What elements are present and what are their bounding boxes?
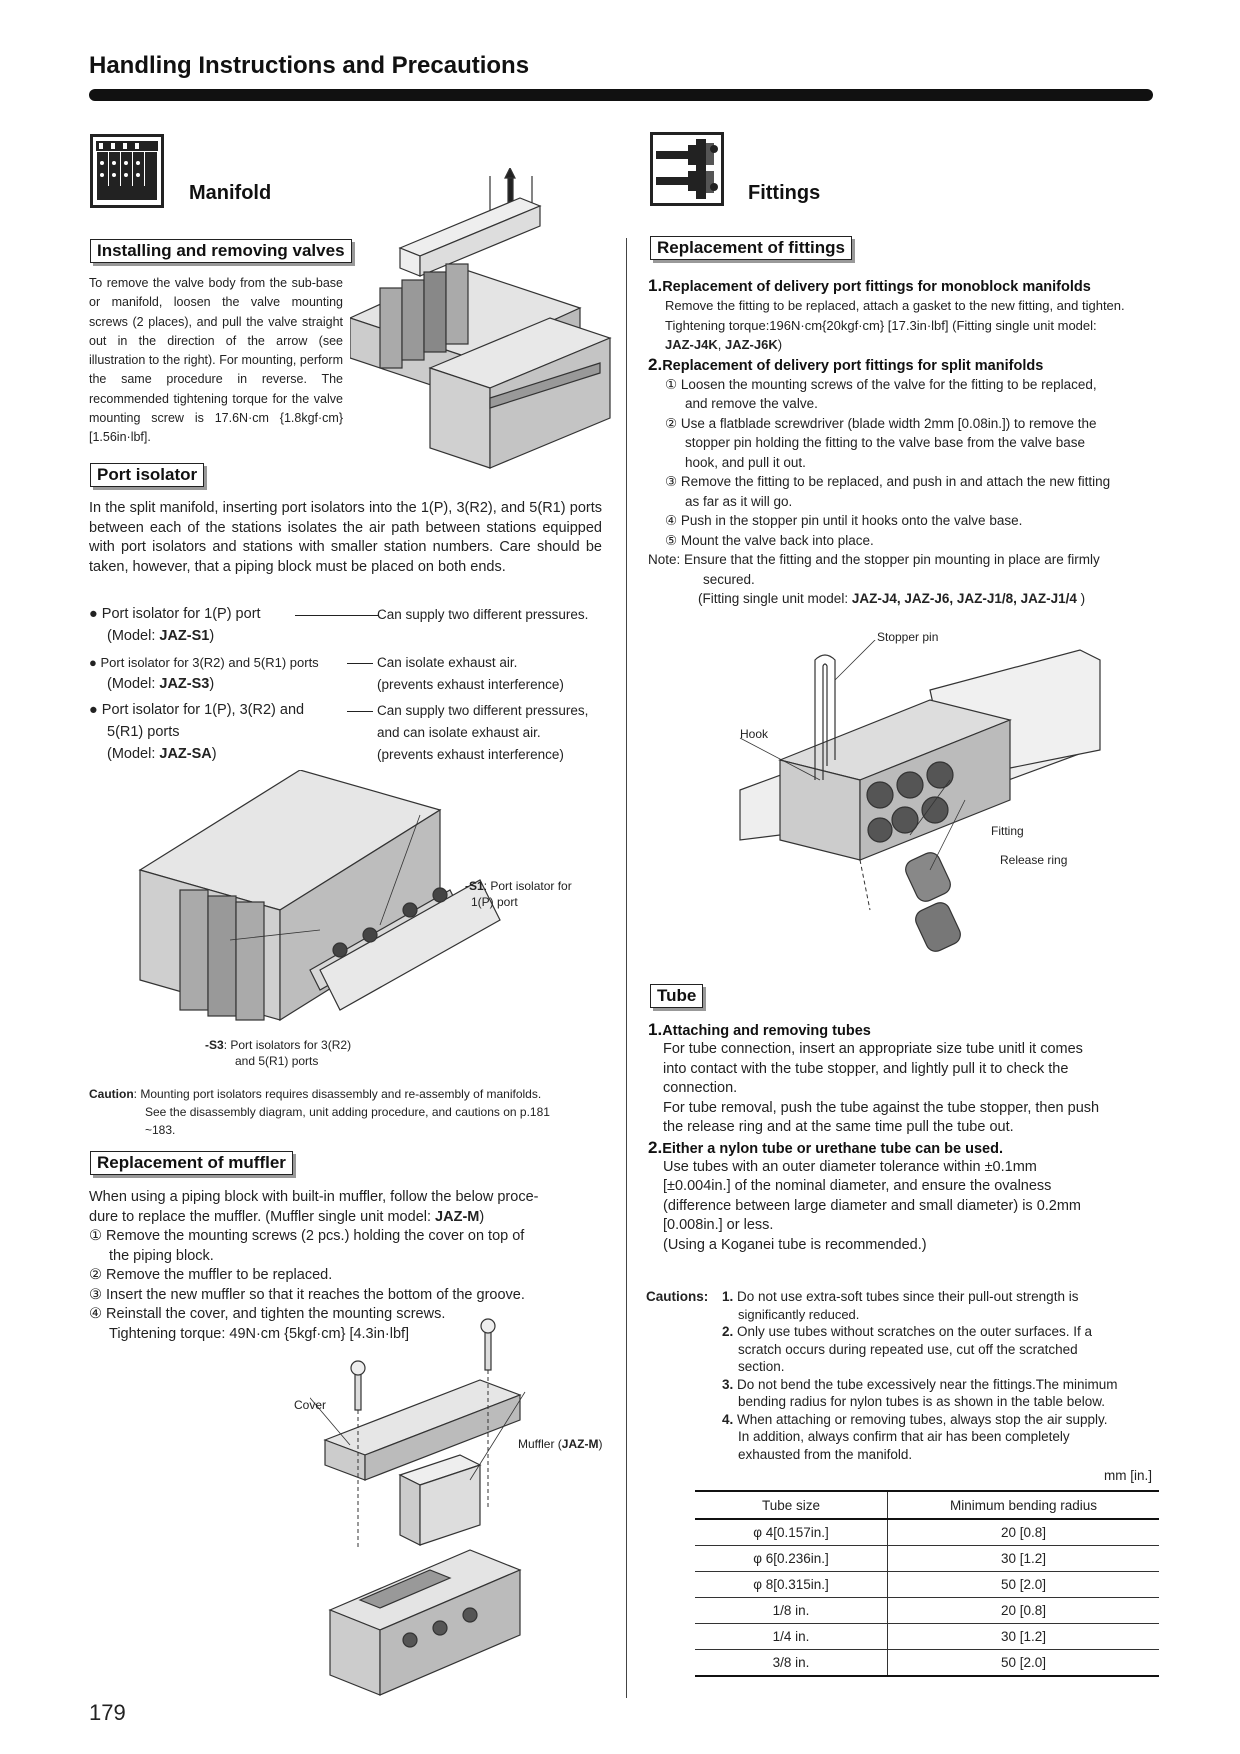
caution-item: 4. When attaching or removing tubes, always stop the air supply. bbox=[722, 1411, 1108, 1427]
replacement-fittings-heading: Replacement of fittings bbox=[650, 236, 852, 260]
port-isolator-caution: Caution: Mounting port isolators requires disassembly and re-assembly of manifolds. See the disassembly diagram, unit adding procedure, and cautions on p.181 ~183. bbox=[89, 1087, 550, 1137]
table-row: φ 6[0.236in.] 30 [1.2] bbox=[695, 1546, 1159, 1572]
tube-content: 1.Attaching and removing tubes For tube connection, insert an appropriate size tube unitl it comes into contact with the tube stopper, and lightly pull it to check the connection. For tube removal, push the tube against the tube stopper, then push the release ring and at the same time pull the tube out. 2.Either a nylon tube or urethane tube can be used. Use tubes with an outer diameter tolerance within ±0.1mm [±0.004in.] of the nominal diameter, and ensure the ovalness (difference between large diameter and small diameter) is 0.2mm [0.008in.] or less. (Using a Koganei tube is recommended.) bbox=[648, 1020, 1100, 1253]
table-header: Tube size bbox=[695, 1491, 888, 1519]
page-number: 179 bbox=[89, 1700, 126, 1725]
table-row: φ 8[0.315in.] 50 [2.0] bbox=[695, 1572, 1159, 1598]
bullet-icon: ● bbox=[89, 655, 97, 670]
muffler-step: ① Remove the mounting screws (2 pcs.) holding the cover on top of bbox=[89, 1228, 525, 1244]
label-muffler: Muffler (JAZ-M) bbox=[518, 1437, 603, 1451]
caution-item: 2. Only use tubes without scratches on the outer surfaces. If a bbox=[722, 1324, 1092, 1339]
label-s1: -S1: Port isolator for bbox=[465, 879, 572, 893]
label-s3: -S3: Port isolators for 3(R2) bbox=[205, 1038, 352, 1052]
fitting-step: ④ Push in the stopper pin until it hooks onto the valve base. bbox=[665, 513, 1023, 528]
muffler-intro: When using a piping block with built-in muffler, follow the below proce- dure to replace the muffler. (Muffler single unit model: JAZ-M) bbox=[89, 1189, 539, 1225]
fittings-replacement-content: 1.Replacement of delivery port fittings for monoblock manifolds Remove the fitting to be replaced, attach a gasket to the new fitting, and tighten. Tightening torque:196N·cm{20kgf·cm} [17.3in·lbf] (Fitting single unit model: JAZ-J4K, JAZ-J6K) 2.Replacement of delivery port fittings for split manifolds ① Loosen the mounting screws of the valve for the fitting to be replaced, and remove the valve. ② Use a flatblade screwdriver (blade width 2mm [0.08in.]) to remove the stopper pin holding the fitting to the valve base from the valve base hook, and pull it out. ③ Remove the fitting to be replaced, and push in and attach the new fitting as far as it will go. ④ Push in the stopper pin until it hooks onto the valve base. ⑤ Mount the valve back into place. Note: Ensure that the fitting and the stopper pin mounting in place are firmly secured. (Fitting single unit model: JAZ-J4, JAZ-J6, JAZ-J1/8, JAZ-J1/4 ) bbox=[648, 276, 1158, 609]
muffler-step: ③ Insert the new muffler so that it reaches the bottom of the groove. bbox=[89, 1286, 525, 1303]
port-isolator-heading: Port isolator bbox=[90, 463, 204, 487]
title-bar bbox=[89, 89, 1153, 101]
table-row: φ 4[0.157in.] 20 [0.8] bbox=[695, 1519, 1159, 1546]
table-unit: mm [in.] bbox=[1104, 1468, 1153, 1483]
manifold-icon bbox=[90, 134, 164, 208]
muffler-illustration bbox=[310, 1310, 570, 1700]
muffler-step: ④ Reinstall the cover, and tighten the mounting screws. bbox=[89, 1306, 446, 1322]
table-row: 1/8 in. 20 [0.8] bbox=[695, 1598, 1159, 1624]
caution-item: 3. Do not bend the tube excessively near the fittings.The minimum bbox=[722, 1376, 1118, 1392]
fittings-icon bbox=[650, 132, 724, 206]
label-release-ring: Release ring bbox=[1000, 853, 1068, 867]
fitting-step: ⑤ Mount the valve back into place. bbox=[665, 532, 874, 548]
fitting-step: ③ Remove the fitting to be replaced, and push in and attach the new fitting bbox=[665, 474, 1111, 489]
table-row: 3/8 in. 50 [2.0] bbox=[695, 1650, 1159, 1677]
bullet-icon: ● bbox=[89, 702, 98, 718]
fittings-section-title: Fittings bbox=[748, 182, 821, 204]
caution-item: 1. Do not use extra-soft tubes since their pull-out strength is bbox=[722, 1289, 1079, 1304]
label-fitting: Fitting bbox=[991, 824, 1024, 838]
bending-radius-table bbox=[695, 1490, 1159, 1677]
fitting-step: ① Loosen the mounting screws of the valve for the fitting to be replaced, bbox=[665, 376, 1097, 392]
installing-valves-body: To remove the valve body from the sub-base or manifold, loosen the valve mounting screws (2 places), and pull the valve straight out in the direction of the arrow (see illustration to the right). For mounting, perform the same procedure in reverse. The recommended tightening torque for the valve mounting screw is 17.6N·cm {1.8kgf·cm} [1.56in·lbf]. bbox=[89, 276, 343, 445]
label-s1-line2: 1(P) port bbox=[471, 895, 518, 909]
label-hook: Hook bbox=[740, 727, 769, 741]
replacement-muffler-heading: Replacement of muffler bbox=[90, 1151, 293, 1175]
tube-heading: Tube bbox=[650, 984, 703, 1008]
label-cover: Cover bbox=[294, 1398, 327, 1412]
column-divider bbox=[626, 238, 627, 1698]
label-s3-line2: and 5(R1) ports bbox=[235, 1054, 319, 1068]
manifold-section-title: Manifold bbox=[189, 182, 272, 204]
table-row: 1/4 in. 30 [1.2] bbox=[695, 1624, 1159, 1650]
valve-removal-illustration bbox=[350, 168, 620, 480]
fitting-replacement-illustration bbox=[730, 640, 1110, 970]
fitting-step: ② Use a flatblade screwdriver (blade width 2mm [0.08in.]) to remove the bbox=[665, 415, 1097, 431]
table-header: Minimum bending radius bbox=[888, 1491, 1160, 1519]
label-stopper-pin: Stopper pin bbox=[877, 630, 939, 644]
port-isolator-body: In the split manifold, inserting port isolators into the 1(P), 3(R2), and 5(R1) ports between each of the stations isolates the air path between stations equipped with port isolators and stations with smaller station numbers. Care should be taken, however, that a piping block must be placed on both ends. bbox=[89, 500, 602, 575]
installing-valves-heading: Installing and removing valves bbox=[90, 239, 352, 263]
page-title: Handling Instructions and Precautions bbox=[89, 52, 530, 79]
muffler-step: ② Remove the muffler to be replaced. bbox=[89, 1267, 333, 1283]
muffler-steps: ① Remove the mounting screws (2 pcs.) holding the cover on top of the piping block. ② Remove the muffler to be replaced. ③ Insert the new muffler so that it reaches the bottom of the groove. ④ Reinstall the cover, and tighten the mounting screws. Tightening torque: 49N·cm {5kgf·cm} [4.3in·lbf] bbox=[89, 1227, 614, 1344]
bullet-icon: ● bbox=[89, 606, 98, 622]
